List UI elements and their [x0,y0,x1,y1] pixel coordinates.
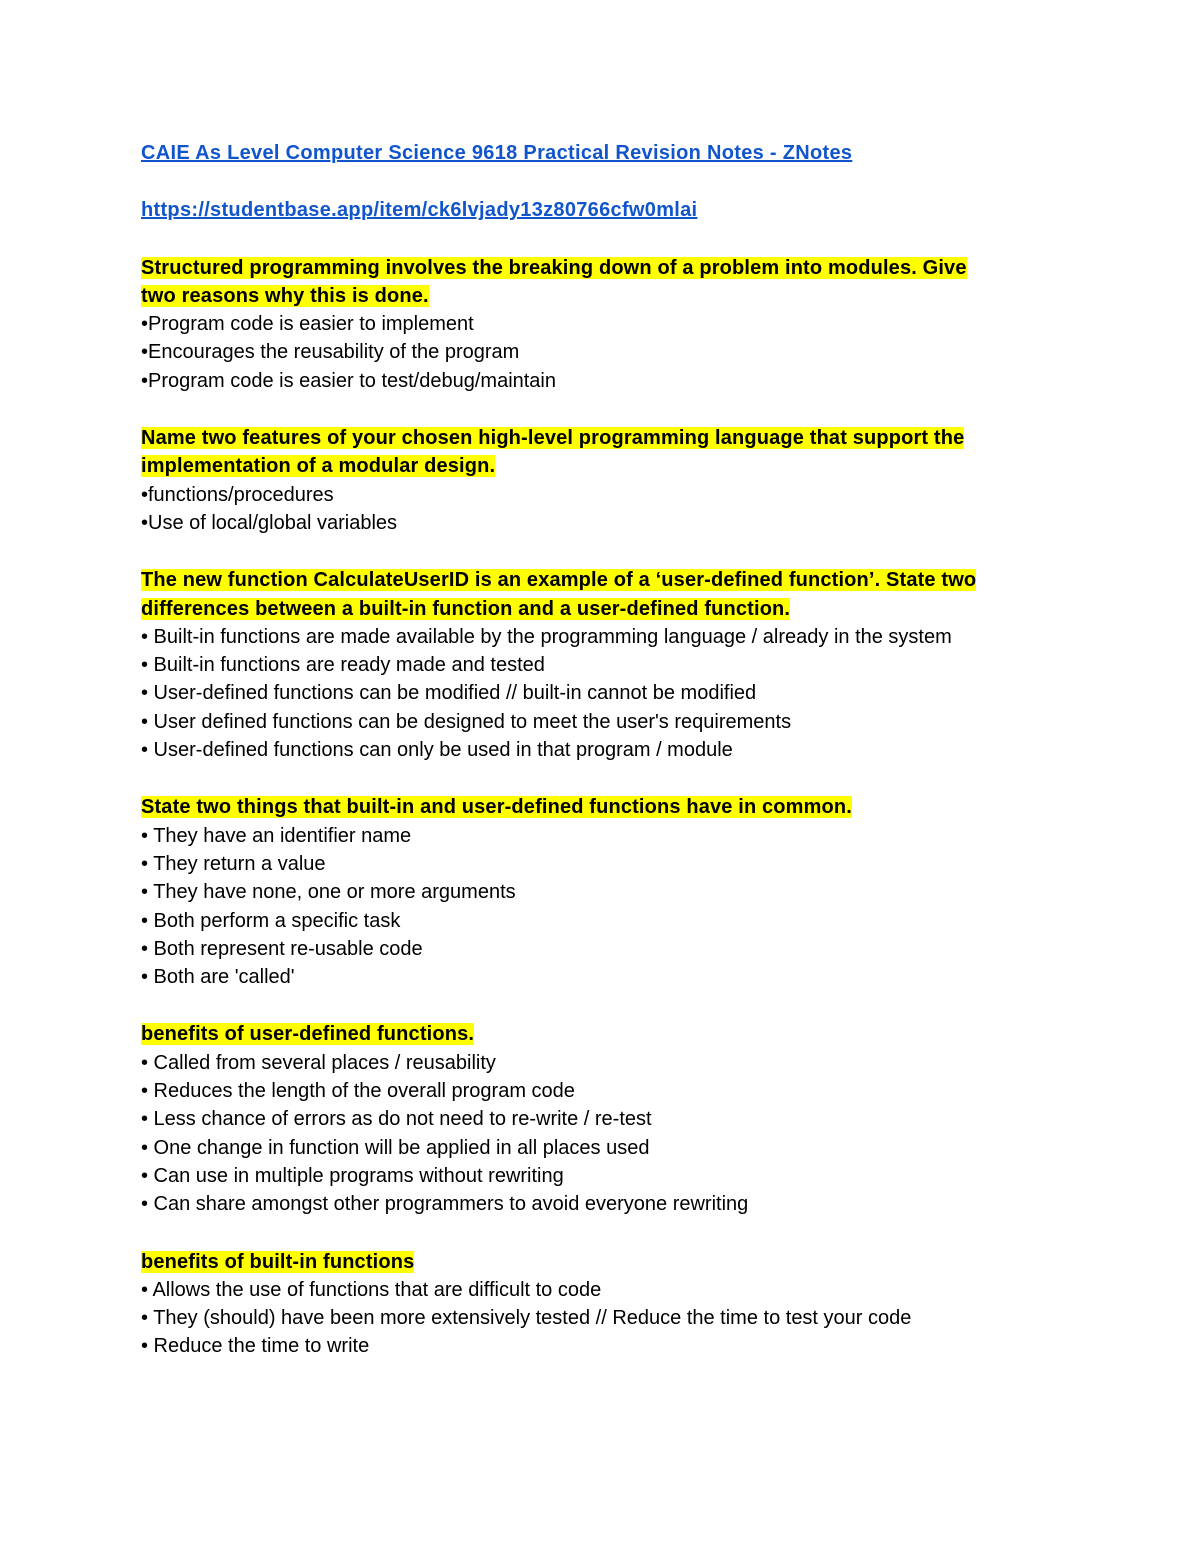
qa-section [141,793,1041,991]
answer-item: • Both represent re-usable code [141,937,423,960]
spacer [141,1219,1041,1248]
url-link-line [141,196,1041,224]
answer-item: • User-defined functions can only be used in that program / module [141,739,733,762]
spacer [141,167,1041,196]
answer-item: •Program code is easier to implement [141,313,474,336]
answer-list [141,1049,1041,1219]
highlighted-question-text: State two things that built-in and user-defined functions have in common. [141,796,852,819]
answer-list [141,822,1041,992]
question-line [141,793,1041,821]
answer-item: • They have an identifier name [141,824,412,847]
question-line [141,1020,1041,1048]
answer-item: • Allows the use of functions that are difficult to code [141,1278,602,1301]
answer-item: • Both are 'called' [141,966,295,989]
highlighted-question-text: The new function CalculateUserID is an example of a ‘user-defined function’. State two [141,569,977,592]
answer-item: • One change in function will be applied in all places used [141,1136,650,1159]
answer-item: • Can share amongst other programmers to avoid everyone rewriting [141,1193,749,1216]
qa-section [141,1248,1041,1361]
spacer [141,395,1041,424]
answer-item: • Reduces the length of the overall program code [141,1080,575,1103]
highlighted-question-text: benefits of user-defined functions. [141,1023,475,1046]
answer-list [141,623,1041,764]
question-line [141,452,1041,480]
answer-list [141,1276,1041,1361]
answer-item: •functions/procedures [141,483,334,506]
highlighted-question-text: differences between a built-in function and a user-defined function. [141,597,791,620]
question-line [141,595,1041,623]
qa-section [141,254,1041,395]
answer-item: • Called from several places / reusability [141,1051,496,1074]
highlighted-question-text: Name two features of your chosen high-level programming language that support the [141,427,965,450]
answer-item: • They (should) have been more extensively tested // Reduce the time to test your code [141,1307,912,1330]
document-body [141,139,1041,1361]
highlighted-question-text: implementation of a modular design. [141,455,496,478]
answer-item: • They have none, one or more arguments [141,881,516,904]
spacer [141,991,1041,1020]
answer-list [141,310,1041,395]
question-line [141,282,1041,310]
question-line [141,566,1041,594]
answer-item: • Less chance of errors as do not need to re-write / re-test [141,1108,652,1131]
answer-item: • User-defined functions can be modified // built-in cannot be modified [141,682,757,705]
answer-item: • Built-in functions are ready made and tested [141,654,545,677]
qa-section [141,424,1041,537]
qa-section [141,1020,1041,1218]
answer-item: •Use of local/global variables [141,511,398,534]
answer-item: •Program code is easier to test/debug/maintain [141,369,556,392]
answer-item: • Built-in functions are made available by the programming language / already in the system [141,625,952,648]
spacer [141,764,1041,793]
znotes-title-link[interactable]: CAIE As Level Computer Science 9618 Practical Revision Notes - ZNotes [141,142,853,164]
answer-item: • Can use in multiple programs without rewriting [141,1164,564,1187]
answer-item: • They return a value [141,852,326,875]
answer-item: • Both perform a specific task [141,909,401,932]
question-line [141,254,1041,282]
spacer [141,537,1041,566]
studentbase-url-link[interactable]: https://studentbase.app/item/ck6lvjady13z80766cfw0mlai [141,199,698,222]
spacer [141,225,1041,254]
title-link-line [141,139,1041,167]
highlighted-question-text: benefits of built-in functions [141,1250,415,1273]
answer-item: • User defined functions can be designed to meet the user's requirements [141,710,792,733]
highlighted-question-text: two reasons why this is done. [141,284,429,307]
qa-section [141,566,1041,764]
question-line [141,424,1041,452]
answer-item: •Encourages the reusability of the program [141,341,520,364]
question-line [141,1248,1041,1276]
highlighted-question-text: Structured programming involves the breaking down of a problem into modules. Give [141,256,967,279]
answer-list [141,481,1041,538]
qa-sections [141,254,1041,1361]
answer-item: • Reduce the time to write [141,1335,370,1358]
